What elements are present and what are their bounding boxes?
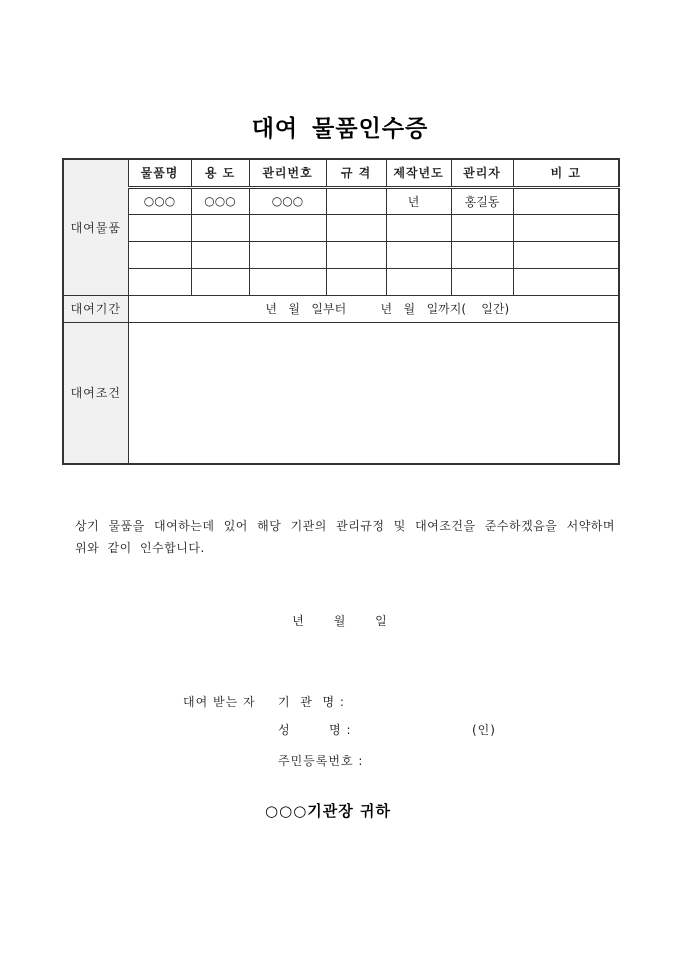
- rental-terms-row: [63, 322, 619, 464]
- cell-make-year: [386, 214, 451, 241]
- col-header-mgmt-number: 관리번호: [249, 159, 326, 187]
- col-header-spec: 규 격: [326, 159, 386, 187]
- org-name-label: 기 관 명 :: [278, 695, 345, 709]
- date-line: 년 월 일: [292, 614, 388, 628]
- cell-spec: [326, 241, 386, 268]
- cell-make-year: [386, 241, 451, 268]
- col-header-make-year: 제작년도: [386, 159, 451, 187]
- rental-form-table: [62, 158, 620, 465]
- cell-mgmt-number: [249, 268, 326, 295]
- cell-manager: [451, 214, 513, 241]
- cell-mgmt-number: ○○○: [249, 187, 326, 214]
- cell-make-year: 년: [386, 187, 451, 214]
- table-row: [63, 268, 619, 295]
- col-header-remarks: 비 고: [513, 159, 619, 187]
- cell-use: [191, 214, 249, 241]
- cell-spec: [326, 268, 386, 295]
- addressee-line: ○○○기관장 귀하: [265, 802, 391, 820]
- col-header-item-name: 물품명: [128, 159, 191, 187]
- rental-terms-value: [128, 322, 619, 464]
- cell-remarks: [513, 187, 619, 214]
- cell-manager: [451, 268, 513, 295]
- cell-item-name: ○○○: [128, 187, 191, 214]
- cell-use: [191, 268, 249, 295]
- cell-item-name: [128, 214, 191, 241]
- section-label-terms: 대여조건: [63, 322, 128, 464]
- rental-period-value: 년 월 일부터 년 월 일까지( 일간): [128, 295, 619, 322]
- table-row: [63, 241, 619, 268]
- cell-remarks: [513, 268, 619, 295]
- table-row: [63, 187, 619, 214]
- cell-make-year: [386, 268, 451, 295]
- col-header-manager: 관리자: [451, 159, 513, 187]
- cell-remarks: [513, 241, 619, 268]
- table-row: [63, 214, 619, 241]
- cell-use: ○○○: [191, 187, 249, 214]
- cell-use: [191, 241, 249, 268]
- cell-item-name: [128, 241, 191, 268]
- section-label-items: 대여물품: [63, 159, 128, 295]
- col-header-use: 용 도: [191, 159, 249, 187]
- pledge-statement: 상기 물품을 대여하는데 있어 해당 기관의 관리규정 및 대여조건을 준수하겠음을 서약하며 위와 같이 인수합니다.: [75, 519, 615, 555]
- table-header-row: [63, 159, 619, 187]
- cell-mgmt-number: [249, 241, 326, 268]
- seal-label: (인): [472, 723, 496, 737]
- cell-remarks: [513, 214, 619, 241]
- rental-period-row: [63, 295, 619, 322]
- resident-id-label: 주민등록번호 :: [278, 754, 364, 768]
- section-label-period: 대여기간: [63, 295, 128, 322]
- cell-spec: [326, 187, 386, 214]
- recipient-label: 대여 받는 자: [183, 695, 256, 709]
- cell-manager: 홍길동: [451, 187, 513, 214]
- cell-mgmt-number: [249, 214, 326, 241]
- cell-manager: [451, 241, 513, 268]
- page-title: 대여 물품인수증: [251, 116, 429, 142]
- cell-item-name: [128, 268, 191, 295]
- name-label: 성 명 :: [278, 723, 352, 737]
- cell-spec: [326, 214, 386, 241]
